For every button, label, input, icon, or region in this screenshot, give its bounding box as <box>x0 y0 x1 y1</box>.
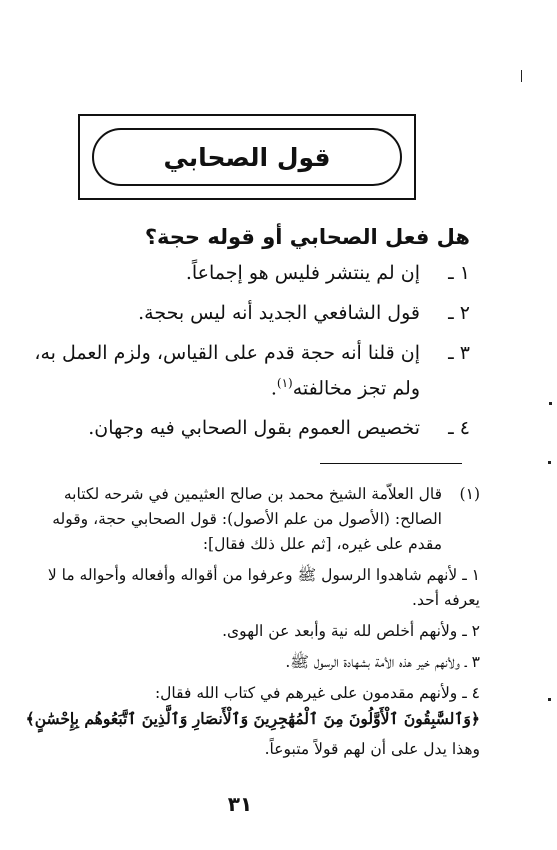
footnote-header <box>24 482 480 557</box>
item-text: إن قلنا أنه حجة قدم على القياس، ولزم العمل به، ولم تجز مخالفته <box>34 342 420 400</box>
footnote-number: (١) <box>459 485 480 503</box>
item-number: ٢ ـ <box>448 302 470 324</box>
footnote-reference: (١) <box>276 376 293 390</box>
footnote-point: ٣ ـ ولأنهم خير هذه الأمة بشهادة الرسول ﷺ. <box>285 653 480 671</box>
quran-verse: ﴿وَٱلسَّٰبِقُونَ ٱلْأَوَّلُونَ مِنَ ٱلْمُهَٰجِرِينَ وَٱلْأَنصَارِ وَٱلَّذِينَ ٱتَّبَعُوهُم بِإِحْسَٰنٍ﴾ <box>25 709 480 728</box>
footnote-point: ٤ ـ ولأنهم مقدمون على غيرهم في كتاب الله فقال: <box>154 684 480 702</box>
main-text <box>30 222 470 453</box>
scan-mark <box>548 698 551 701</box>
item-text: إن لم ينتشر فليس هو إجماعاً. <box>185 262 420 284</box>
footnote-conclusion: وهذا يدل على أن لهم قولاً متبوعاً. <box>264 740 480 758</box>
footnote-point: ٢ ـ ولأنهم أخلص لله نية وأبعد عن الهوى. <box>222 622 480 640</box>
list-item <box>30 298 470 328</box>
list-item <box>30 338 470 403</box>
page-number: ٣١ <box>227 792 253 816</box>
list-item <box>30 413 470 443</box>
footnote <box>24 482 480 762</box>
question-heading: هل فعل الصحابي أو قوله حجة؟ <box>144 225 470 249</box>
title-pill <box>92 128 402 186</box>
title-frame <box>78 114 416 200</box>
item-number: ٣ ـ <box>448 342 470 364</box>
item-text: قول الشافعي الجديد أنه ليس بحجة. <box>138 302 420 324</box>
footnote-divider <box>320 463 462 464</box>
item-number: ٤ ـ <box>448 417 470 440</box>
item-number: ١ ـ <box>448 262 470 284</box>
scan-mark <box>521 70 522 82</box>
scan-mark <box>548 461 551 464</box>
item-text-container <box>30 338 420 403</box>
list-item <box>30 258 470 288</box>
scan-mark <box>549 402 552 405</box>
item-suffix: . <box>270 377 277 400</box>
item-text: تخصيص العموم بقول الصحابي فيه وجهان. <box>88 417 420 440</box>
footnote-point: ١ ـ لأنهم شاهدوا الرسول ﷺ وعرفوا من أقواله وأفعاله وأحواله ما لا يعرفه أحد. <box>47 566 480 609</box>
page-title: قول الصحابي <box>163 142 331 172</box>
footnote-intro: قال العلاّمة الشيخ محمد بن صالح العثيمين في شرحه لكتابه الصالح: (الأصول من علم الأصول): قول الصحابي حجة، وقوله مقدم على غيره، [ثم علل ذلك فقال]: <box>52 485 442 553</box>
